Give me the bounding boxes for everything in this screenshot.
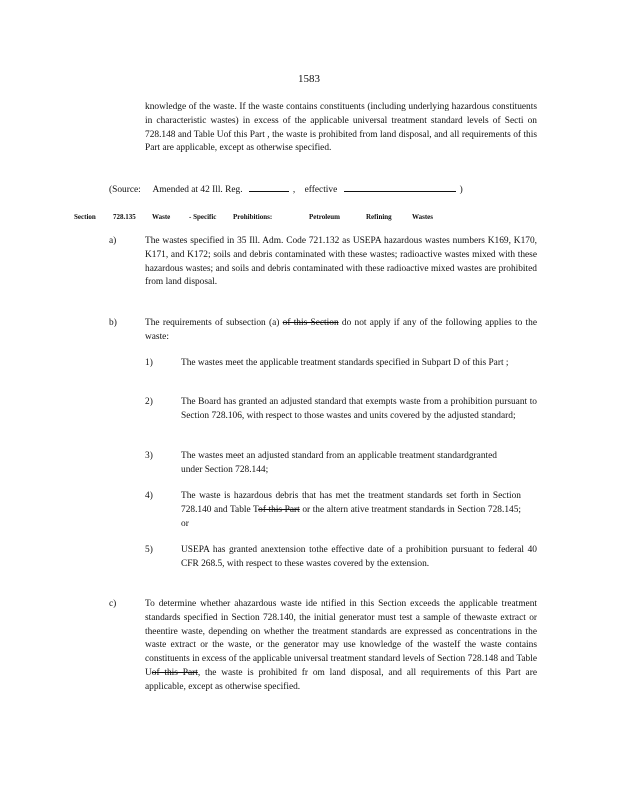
subsection-b-text-before: The requirements of subsection (a) xyxy=(145,318,283,328)
item-5-text: USEPA has granted anextension tothe effective date of a prohibition pursuant to federal 40 CFR 268.5, with respect to these wastes covered by the extension. xyxy=(181,545,537,569)
item-3-text: The wastes meet an adjusted standard from an applicable treatment standardgranted under Section 728.144; xyxy=(181,451,497,475)
heading-word-refining: Refining xyxy=(366,213,392,221)
item-4-text-before: The waste is hazardous debris that has met the treatment standards set forth in Section 728.140 and Table T xyxy=(181,491,521,515)
item-2-text: The Board has granted an adjusted standard that exempts waste from a prohibition pursuant to Section 728.106, with respect to those wastes and units covered by the adjusted standard; xyxy=(181,397,537,421)
effective-date-blank xyxy=(344,182,456,192)
section-number: 728.135 xyxy=(113,213,136,221)
subsection-b-label: b) xyxy=(109,318,117,328)
item-1-text: The wastes meet the applicable treatment standards specified in Subpart D of this Part ; xyxy=(181,358,509,368)
source-suffix: ) xyxy=(459,185,463,195)
subsection-a-text: The wastes specified in 35 Ill. Adm. Code 721.132 as USEPA hazardous wastes numbers K169, K170, K171, and K172; soils and debris contaminated with these wastes; radioactive wastes mixed with these hazardous wastes; and soils and debris contaminated with these radioactive mixed wastes are prohibited from land disposal. xyxy=(145,236,537,288)
source-comma: , xyxy=(292,185,296,195)
subsection-c-struck-text: of this Part xyxy=(151,667,198,678)
heading-word-waste: Waste xyxy=(152,213,171,221)
item-4-label: 4) xyxy=(145,491,153,501)
item-2-label: 2) xyxy=(145,397,153,407)
source-prefix: (Source: xyxy=(109,185,141,195)
page-number: 1583 xyxy=(298,73,320,85)
heading-word-petroleum: Petroleum xyxy=(309,213,340,221)
item-5-label: 5) xyxy=(145,545,153,555)
subsection-a-label: a) xyxy=(109,236,117,246)
item-1-label: 1) xyxy=(145,358,153,368)
subsection-c-label: c) xyxy=(109,599,117,609)
source-note xyxy=(109,182,529,198)
item-4-struck-text: of this Part xyxy=(258,504,300,515)
subsection-b-text xyxy=(145,317,537,345)
heading-word-specific: - Specific xyxy=(189,213,217,221)
heading-word-prohibitions: Prohibitions: xyxy=(233,213,273,221)
subsection-c-text-after: , the waste is prohibited fr om land disposal, and all requirements of this Part are applicable, except as otherwise specified. xyxy=(145,667,537,692)
section-word: Section xyxy=(74,213,96,221)
source-effective: effective xyxy=(304,185,338,195)
item-3-label: 3) xyxy=(145,451,153,461)
source-amended: Amended at 42 Ill. Reg. xyxy=(152,185,243,195)
subsection-c-text xyxy=(145,598,537,695)
subsection-b-struck-text: of this Section xyxy=(282,318,339,328)
item-4-text-after: or the altern ative treatment standards in Section 728.145; or xyxy=(181,504,521,529)
subsection-b-text-after: do not apply if any of the following applies to the waste: xyxy=(145,318,537,342)
subsection-c-text-before: To determine whether ahazardous waste ide ntified in this Section exceeds the applicable treatment standards specified in Section 728.140, the initial generator must test a sample of thewaste extract or theentire waste, depending on whether the treatment standards are expressed as concentrations in the waste extract or the waste, or the generator may use knowledge of the wasteIf the waste contains constituents in excess of the applicable universal treatment standard levels of Section 728.148 and Table U xyxy=(145,599,537,678)
heading-word-wastes: Wastes xyxy=(412,213,433,221)
item-4-text xyxy=(181,490,521,531)
intro-paragraph: knowledge of the waste. If the waste contains constituents (including underlying hazardous constituents in characteristic wastes) in excess of the applicable universal treatment standard levels of Secti on 728.148 and Table Uof this Part , the waste is prohibited from land disposal, and all requirements of this Part are applicable, except as otherwise specified. xyxy=(145,102,537,154)
register-blank xyxy=(249,182,289,192)
